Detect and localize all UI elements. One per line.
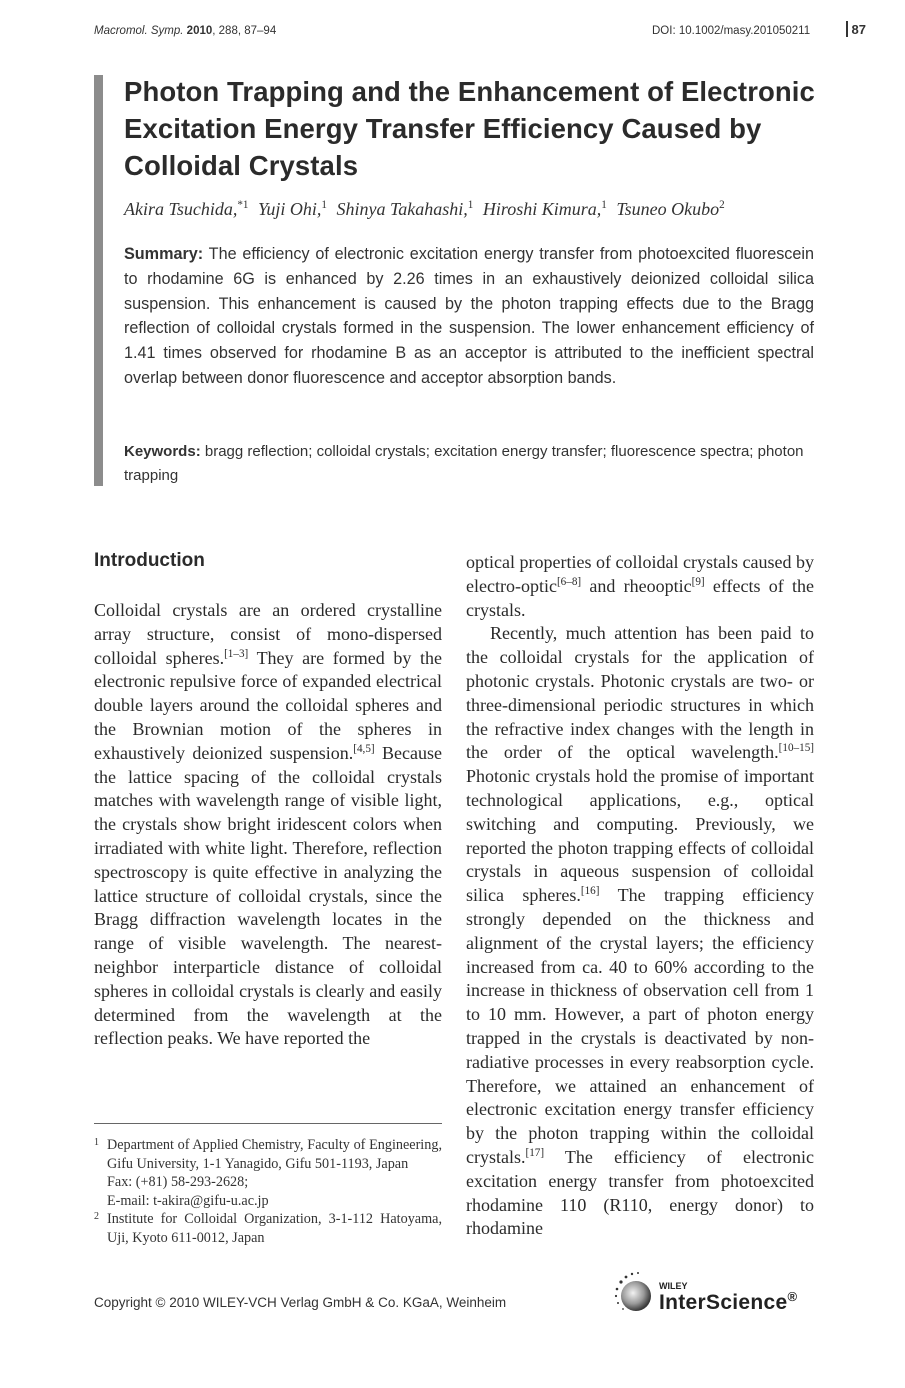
citation: [16] — [580, 885, 600, 898]
volume-pages: , 288, 87–94 — [212, 25, 277, 37]
citation: [6–8] — [556, 575, 582, 588]
copyright: Copyright © 2010 WILEY-VCH Verlag GmbH & Co. KGaA, Weinheim — [94, 1295, 507, 1310]
interscience-logo — [612, 1270, 822, 1316]
author-list — [124, 199, 730, 220]
journal-year: 2010 — [186, 25, 213, 37]
author: Akira Tsuchida,$^{*1}$ — [124, 199, 249, 219]
keywords-text: bragg reflection; colloidal crystals; excitation energy transfer; fluorescence spectra; photon trapping — [124, 443, 804, 484]
paragraph: Recently, much attention has been paid to the colloidal crystals for the application of photonic crystals. Photonic crystals are two- or three-dimensional periodic structures in which the refractive index changes with the length in the order of the optical wavelength.[10–15] Photonic crystals hold the promise of important technological applications, e.g., optical switching and computing. Previously, we reported the photon trapping effects of colloidal crystals in aqueous suspension of colloidal silica spheres.[16] The trapping efficiency strongly depended on the thickness and alignment of the crystal layers; the efficiency increased from ca. 40 to 60% according to the increase in thickness of observation cell from 1 to 10 mm. However, a part of photon energy trapped in the crystals is deactivated by non-radiative processes in every reabsorption cycle. Therefore, we attained an enhancement of electronic excitation energy transfer efficiency by the photon trapping within the colloidal crystals.[17] The efficiency of electronic excitation energy transfer from photoexcited rhodamine 110 (R110, energy donor) to rhodamine — [466, 623, 814, 1239]
body-column-right — [466, 551, 814, 1241]
paper-title: Photon Trapping and the Enhancement of Electronic Excitation Energy Transfer Efficiency Caused by Colloidal Crystals — [124, 76, 815, 181]
abstract-text: The efficiency of electronic excitation energy transfer from photoexcited fluorescein to rhodamine 6G is enhanced by 2.26 times in an exhaustively deionized colloidal silica suspension. This enhancement is caused by the photon trapping effects due to the Bragg reflection of colloidal crystals formed in the suspension. The lower enhancement efficiency of 1.41 times observed for rhodamine B as an acceptor is attributed to the inefficient spectral overlap between donor fluorescence and acceptor absorption bands. — [124, 245, 814, 387]
citation: [9] — [691, 575, 705, 588]
page-number-text: 87 — [851, 21, 866, 37]
doi: DOI: 10.1002/masy.201050211 — [652, 25, 811, 37]
author: Yuji Ohi,$^1$ — [258, 199, 327, 219]
author: Tsuneo Okubo$^2$ — [616, 199, 725, 219]
page-number — [846, 21, 866, 37]
footnote: 1 Department of Applied Chemistry, Faculty of Engineering, Gifu University, 1-1 Yanagido, Gifu 501-1193, Japan Fax: (+81) 58-293-2628; E-mail: t-akira@gifu-u.ac.jp — [94, 1137, 442, 1209]
keywords — [124, 440, 814, 488]
paragraph: optical properties of colloidal crystals caused by electro-optic[6–8] and rheooptic[9] effects of the crystals. — [466, 552, 815, 620]
body-column-left — [94, 599, 442, 1051]
title-side-bar — [94, 75, 103, 486]
citation: [1–3] — [224, 647, 249, 660]
author: Hiroshi Kimura,$^1$ — [482, 199, 607, 219]
keywords-label: Keywords: — [124, 443, 201, 460]
abstract-label: Summary: — [124, 245, 204, 263]
footnote: 2 Institute for Colloidal Organization, 3-1-112 Hatoyama, Uji, Kyoto 611-0012, Japan — [94, 1211, 442, 1246]
footnotes — [94, 1136, 442, 1247]
section-heading: Introduction — [94, 550, 205, 571]
abstract — [124, 242, 814, 391]
running-header — [94, 25, 276, 37]
footnote-rule — [94, 1123, 442, 1124]
citation: [4,5] — [353, 742, 375, 755]
page-number-rule — [846, 21, 848, 37]
interscience-wordmark: InterScience® — [659, 1289, 798, 1314]
author: Shinya Takahashi,$^1$ — [336, 199, 474, 219]
citation: [10–15] — [778, 742, 814, 755]
journal-name: Macromol. Symp. — [94, 25, 184, 37]
paragraph: Colloidal crystals are an ordered crystalline array structure, consist of mono-dispersed colloidal spheres.[1–3] They are formed by the electronic repulsive force of expanded electrical double layers around the colloidal spheres and the Brownian motion of the spheres in exhaustively deionized suspension.[4,5] Because the lattice spacing of the colloidal crystals matches with wavelength range of visible light, the crystals show bright iridescent colors when irradiated with white light. Therefore, reflection spectroscopy is quite effective in analyzing the lattice structure of colloidal crystals, since the Bragg diffraction wavelength locates in the range of visible wavelength. The nearest-neighbor interparticle distance of colloidal spheres in colloidal crystals is clearly and easily determined from the wavelength at the reflection peaks. We have reported the — [94, 600, 443, 1049]
wiley-wordmark: WILEY — [659, 1281, 688, 1291]
globe-icon — [612, 1270, 658, 1316]
citation: [17] — [525, 1146, 545, 1159]
